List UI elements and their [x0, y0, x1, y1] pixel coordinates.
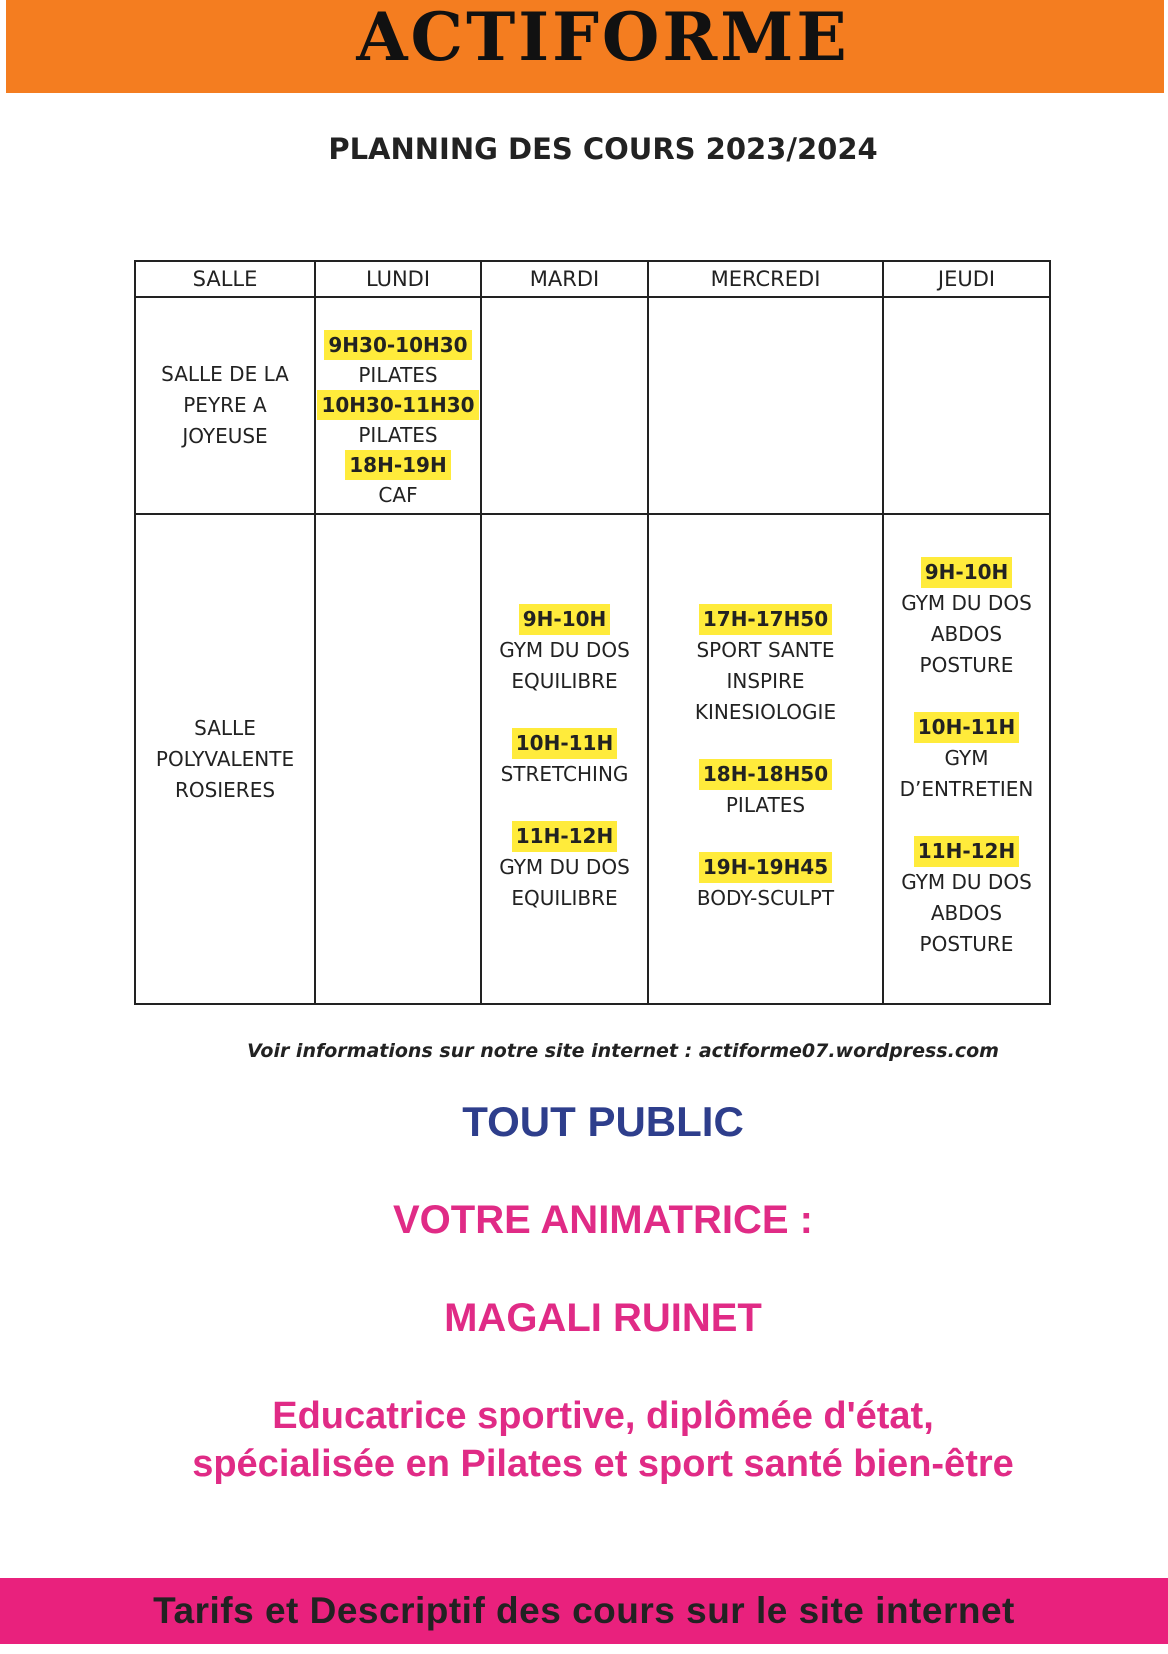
- class-slot: [649, 852, 882, 914]
- class-slot: [649, 604, 882, 728]
- room-name-line: ROSIERES: [174, 777, 276, 802]
- class-slot: [482, 604, 647, 697]
- class-activity: GYM DU DOS: [901, 591, 1032, 615]
- class-time: 10H-11H: [914, 712, 1019, 743]
- class-slot: [482, 821, 647, 914]
- slot-cell-jeudi-empty: [883, 297, 1050, 514]
- class-activity: STRETCHING: [500, 761, 629, 786]
- class-activity: CAF: [378, 482, 418, 507]
- class-activity: GYM: [944, 746, 989, 770]
- audience-label: TOUT PUBLIC: [462, 1098, 744, 1145]
- column-header-mardi: MARDI: [481, 261, 648, 297]
- class-slot: [649, 759, 882, 821]
- class-activity: GYM DU DOS: [901, 870, 1032, 894]
- schedule-table: [134, 260, 1051, 1005]
- class-time: 11H-12H: [914, 836, 1019, 867]
- class-slot: [482, 728, 647, 790]
- class-activity: D’ENTRETIEN: [899, 777, 1034, 801]
- class-activity: GYM DU DOS: [499, 637, 630, 662]
- slot-cell-mardi: [481, 514, 648, 1004]
- class-time: 10H-11H: [512, 728, 617, 759]
- instructor-label: VOTRE ANIMATRICE :: [393, 1198, 813, 1242]
- class-slot: [884, 836, 1049, 960]
- class-activity: EQUILIBRE: [511, 885, 618, 910]
- class-activity: PILATES: [725, 792, 806, 817]
- page-subtitle: PLANNING DES COURS 2023/2024: [328, 132, 878, 166]
- room-name-line: SALLE: [194, 715, 256, 740]
- room-name-line: SALLE DE LA: [161, 362, 289, 386]
- footer-text: Tarifs et Descriptif des cours sur le site internet: [153, 1590, 1015, 1631]
- class-activity: BODY-SCULPT: [696, 885, 835, 910]
- room-name-line: JOYEUSE: [182, 424, 268, 448]
- class-activity: GYM DU DOS: [499, 854, 630, 879]
- instructor-name: MAGALI RUINET: [444, 1296, 762, 1340]
- class-time: 9H-10H: [921, 557, 1013, 588]
- class-activity: ABDOS: [930, 901, 1003, 925]
- class-slot: [316, 450, 480, 510]
- class-time: 18H-18H50: [699, 759, 832, 790]
- slot-cell-jeudi: [883, 514, 1050, 1004]
- brand-title: ACTIFORME: [356, 0, 850, 76]
- column-header-mercredi: MERCREDI: [648, 261, 883, 297]
- class-slot: [884, 712, 1049, 805]
- footer-band: [0, 1578, 1168, 1644]
- class-time: 19H-19H45: [699, 852, 832, 883]
- bio-line: Educatrice sportive, diplômée d'état,: [272, 1395, 934, 1437]
- table-row-rosieres: [135, 514, 1050, 1004]
- class-activity: POSTURE: [919, 932, 1014, 956]
- room-name-line: POLYVALENTE: [155, 746, 295, 771]
- table-row-peyre: [135, 297, 1050, 514]
- class-time: 18H-19H: [345, 450, 450, 480]
- class-activity: SPORT SANTE: [696, 637, 835, 662]
- bio-line: spécialisée en Pilates et sport santé bien-être: [192, 1443, 1014, 1485]
- class-slot: [316, 330, 480, 390]
- schedule-header-row: [135, 261, 1050, 297]
- room-name-cell: [135, 297, 315, 514]
- slot-cell-mercredi-empty: [648, 297, 883, 514]
- slot-cell-lundi-empty: [315, 514, 481, 1004]
- room-name-line: PEYRE A: [183, 393, 267, 417]
- slot-cell-lundi: [315, 297, 481, 514]
- class-time: 11H-12H: [512, 821, 617, 852]
- column-header-salle: SALLE: [135, 261, 315, 297]
- column-header-lundi: LUNDI: [315, 261, 481, 297]
- column-header-jeudi: JEUDI: [883, 261, 1050, 297]
- class-time: 17H-17H50: [699, 604, 832, 635]
- class-slot: [884, 557, 1049, 681]
- class-activity: POSTURE: [919, 653, 1014, 677]
- class-slot: [316, 390, 480, 450]
- class-activity: KINESIOLOGIE: [694, 699, 837, 724]
- class-activity: ABDOS: [930, 622, 1003, 646]
- website-info-line: Voir informations sur notre site internet : actiforme07.wordpress.com: [247, 1040, 999, 1062]
- room-name-cell: [135, 514, 315, 1004]
- class-time: 9H-10H: [519, 604, 611, 635]
- instructor-bio: [0, 1392, 1168, 1488]
- slot-cell-mercredi: [648, 514, 883, 1004]
- class-activity: EQUILIBRE: [511, 668, 618, 693]
- class-activity: PILATES: [358, 362, 438, 387]
- class-time: 10H30-11H30: [317, 390, 478, 420]
- class-activity: PILATES: [358, 422, 438, 447]
- class-activity: INSPIRE: [726, 668, 805, 693]
- class-time: 9H30-10H30: [324, 330, 471, 360]
- slot-cell-mardi-empty: [481, 297, 648, 514]
